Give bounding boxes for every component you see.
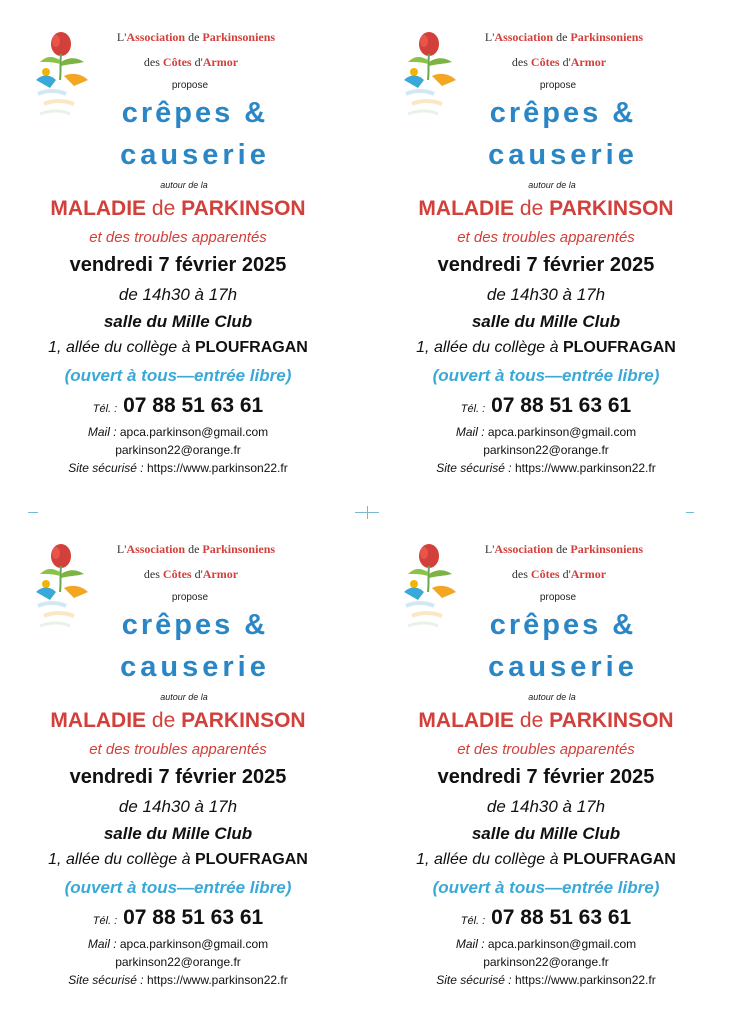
propose-text: propose [171, 592, 209, 603]
propose-text: propose [539, 80, 577, 91]
email-link[interactable]: apca.parkinson@gmail.com [487, 937, 637, 951]
crop-mark [686, 512, 694, 513]
event-hours: de 14h30 à 17h [118, 797, 238, 816]
flyer-bottom-right [368, 512, 736, 1024]
mail-line: Mail : apca.parkinson@gmail.com [455, 937, 637, 951]
related-disorders: et des troubles apparentés [89, 229, 267, 246]
website-link[interactable]: https://www.parkinson22.fr [514, 973, 656, 987]
event-hours: de 14h30 à 17h [486, 285, 606, 304]
mail-line: Mail : apca.parkinson@gmail.com [87, 425, 269, 439]
association-name-line1: L'Association de Parkinsoniens [484, 30, 644, 44]
disease-heading: MALADIE de PARKINSON [418, 709, 674, 732]
event-date: vendredi 7 février 2025 [69, 254, 287, 276]
website-link[interactable]: https://www.parkinson22.fr [146, 973, 288, 987]
phone-line: Tél. : 07 88 51 63 61 [92, 394, 264, 417]
related-disorders: et des troubles apparentés [457, 741, 635, 758]
disease-heading: MALADIE de PARKINSON [50, 197, 306, 220]
mail-line: Mail : apca.parkinson@gmail.com [455, 425, 637, 439]
event-title-line2: causerie [120, 651, 270, 683]
event-title-line1: crêpes & [121, 97, 269, 129]
association-logo-icon [398, 30, 460, 126]
event-venue: salle du Mille Club [471, 824, 621, 843]
propose-text: propose [539, 592, 577, 603]
event-address: 1, allée du collège à PLOUFRAGAN [48, 339, 308, 356]
event-venue: salle du Mille Club [471, 312, 621, 331]
event-title-line2: causerie [120, 139, 270, 171]
subtitle-autour: autour de la [160, 180, 208, 190]
phone-number[interactable]: 07 88 51 63 61 [491, 394, 632, 417]
association-name-line2: des Côtes d'Armor [143, 55, 239, 69]
flyer-top-right [368, 0, 736, 512]
association-name-line1: L'Association de Parkinsoniens [116, 30, 276, 44]
phone-number[interactable]: 07 88 51 63 61 [123, 394, 264, 417]
subtitle-autour: autour de la [528, 692, 576, 702]
open-to-all: (ouvert à tous—entrée libre) [64, 366, 292, 385]
email-link-2[interactable]: parkinson22@orange.fr [115, 955, 241, 969]
phone-line: Tél. : 07 88 51 63 61 [460, 394, 632, 417]
event-venue: salle du Mille Club [103, 824, 253, 843]
association-name-line2: des Côtes d'Armor [143, 567, 239, 581]
crop-mark [367, 506, 368, 519]
event-title-line1: crêpes & [121, 609, 269, 641]
website-line: Site sécurisé : https://www.parkinson22.fr [68, 973, 288, 987]
subtitle-autour: autour de la [528, 180, 576, 190]
association-logo-icon [30, 30, 92, 126]
event-date: vendredi 7 février 2025 [69, 766, 287, 788]
flyer-top-left [0, 0, 368, 512]
association-name-line2: des Côtes d'Armor [511, 567, 607, 581]
event-venue: salle du Mille Club [103, 312, 253, 331]
phone-line: Tél. : 07 88 51 63 61 [92, 906, 264, 929]
website-link[interactable]: https://www.parkinson22.fr [146, 461, 288, 475]
event-date: vendredi 7 février 2025 [437, 766, 655, 788]
phone-number[interactable]: 07 88 51 63 61 [123, 906, 264, 929]
email-link-2[interactable]: parkinson22@orange.fr [115, 443, 241, 457]
subtitle-autour: autour de la [160, 692, 208, 702]
open-to-all: (ouvert à tous—entrée libre) [64, 878, 292, 897]
flyer-bottom-left [0, 512, 368, 1024]
open-to-all: (ouvert à tous—entrée libre) [432, 366, 660, 385]
email-link-2[interactable]: parkinson22@orange.fr [483, 955, 609, 969]
event-hours: de 14h30 à 17h [118, 285, 238, 304]
phone-number[interactable]: 07 88 51 63 61 [491, 906, 632, 929]
disease-heading: MALADIE de PARKINSON [418, 197, 674, 220]
mail-line: Mail : apca.parkinson@gmail.com [87, 937, 269, 951]
website-line: Site sécurisé : https://www.parkinson22.fr [68, 461, 288, 475]
event-title-line1: crêpes & [489, 609, 637, 641]
event-title-line1: crêpes & [489, 97, 637, 129]
association-name-line1: L'Association de Parkinsoniens [484, 542, 644, 556]
event-address: 1, allée du collège à PLOUFRAGAN [416, 851, 676, 868]
email-link[interactable]: apca.parkinson@gmail.com [119, 425, 269, 439]
event-date: vendredi 7 février 2025 [437, 254, 655, 276]
website-link[interactable]: https://www.parkinson22.fr [514, 461, 656, 475]
association-logo-icon [398, 542, 460, 638]
email-link-2[interactable]: parkinson22@orange.fr [483, 443, 609, 457]
association-name-line1: L'Association de Parkinsoniens [116, 542, 276, 556]
association-logo-icon [30, 542, 92, 638]
website-line: Site sécurisé : https://www.parkinson22.fr [436, 461, 656, 475]
website-line: Site sécurisé : https://www.parkinson22.fr [436, 973, 656, 987]
disease-heading: MALADIE de PARKINSON [50, 709, 306, 732]
association-name-line2: des Côtes d'Armor [511, 55, 607, 69]
event-hours: de 14h30 à 17h [486, 797, 606, 816]
event-title-line2: causerie [488, 651, 638, 683]
event-address: 1, allée du collège à PLOUFRAGAN [48, 851, 308, 868]
event-address: 1, allée du collège à PLOUFRAGAN [416, 339, 676, 356]
crop-mark [28, 512, 38, 513]
propose-text: propose [171, 80, 209, 91]
related-disorders: et des troubles apparentés [89, 741, 267, 758]
open-to-all: (ouvert à tous—entrée libre) [432, 878, 660, 897]
phone-line: Tél. : 07 88 51 63 61 [460, 906, 632, 929]
related-disorders: et des troubles apparentés [457, 229, 635, 246]
event-title-line2: causerie [488, 139, 638, 171]
email-link[interactable]: apca.parkinson@gmail.com [119, 937, 269, 951]
email-link[interactable]: apca.parkinson@gmail.com [487, 425, 637, 439]
